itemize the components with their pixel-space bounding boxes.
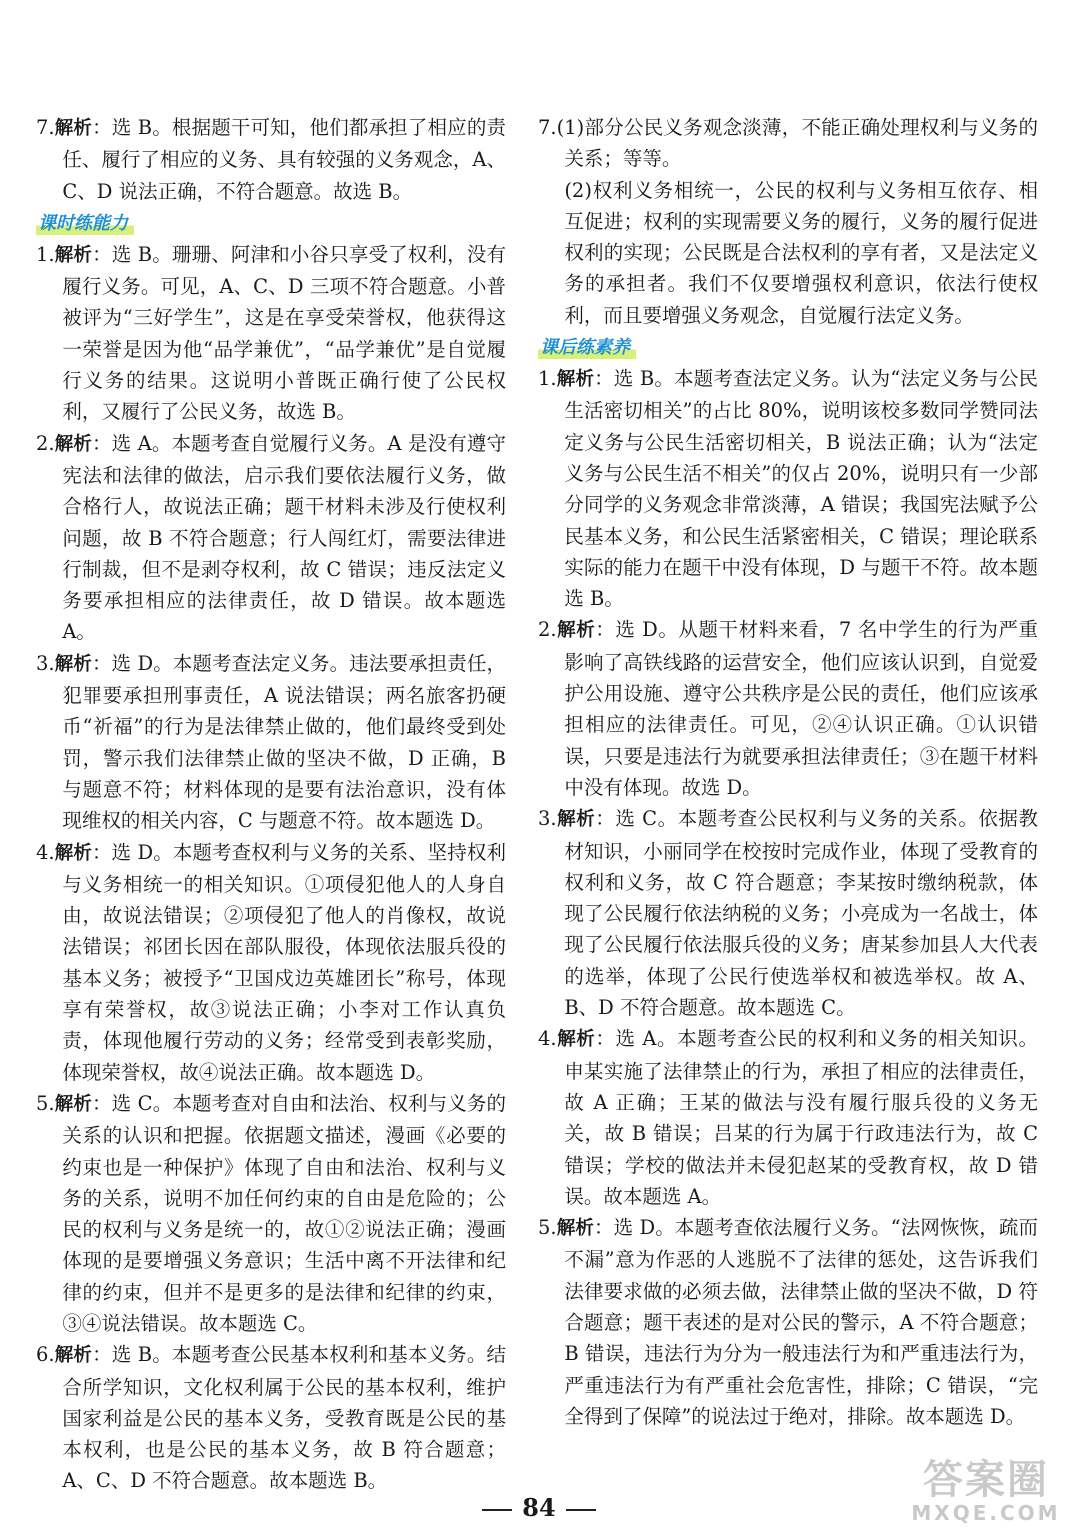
- item-number: 1.: [538, 367, 557, 391]
- answer-subpart: (2)权利义务相统一，公民的权利与义务相互依存、相互促进；权利的实现需要义务的履行，义务的履行促进权利的实现；公民既是合法权利的享有者，又是法定义务的承担者。我们不仅要增强权利意识，依法行使权利，而且要增强义务观念，自觉履行法定义务。: [564, 178, 1038, 327]
- item-number: 3.: [538, 807, 557, 831]
- item-text: ：选 C。本题考查对自由和法治、权利与义务的关系的认识和把握。依据题文描述，漫画《必要的约束也是一种保护》体现了自由和法治、权利与义务的关系，说明不加任何约束的自由是危险的；公民的权利与义务是统一的，故①②说法正确；漫画体现的是要增强义务意识；生活中离不开法律和纪律的约束，但并不是更多的是法律和纪律的约束，③④说法错误。故本题选 C。: [62, 1091, 506, 1335]
- item-number: 2.: [538, 618, 557, 642]
- answer-item: [36, 239, 506, 428]
- item-number: 2.: [36, 431, 55, 455]
- footer-dash: [566, 1509, 596, 1511]
- answer-item: [36, 1339, 506, 1496]
- item-label: 解析: [54, 842, 92, 864]
- item-label: 解析: [556, 369, 595, 391]
- item-label: 解析: [54, 1345, 93, 1367]
- section-title: 课时练能力: [36, 211, 134, 237]
- answer-item: [36, 428, 506, 648]
- item-label: 解析: [54, 653, 92, 675]
- item-label: 解析: [54, 433, 93, 455]
- item-text: ：选 A。本题考查公民的权利和义务的相关知识。申某实施了法律禁止的行为，承担了相应的法律责任，故 A 正确；王某的做法与没有履行服兵役的义务无关，故 B 错误；吕某的行为属于行政违法行为，故 C 错误；学校的做法并未侵犯赵某的受教育权，故 D 错误。故本题选 A。: [564, 1027, 1038, 1208]
- footer-dash: [482, 1509, 512, 1511]
- item-number: 3.: [36, 651, 55, 675]
- item-text: ：选 D。本题考查依法履行义务。“法网恢恢，疏而不漏”意为作恶的人逃脱不了法律的惩处，这告诉我们法律要求做的必须去做，法律禁止做的坚决不做，D 符合题意；题干表述的是对公民的警示，A 不符合题意；B 错误，违法行为分为一般违法行为和严重违法行为，严重违法行为有严重社会危害性，排除；C 错误，“完全得到了保障”的说法过于绝对，排除。故本题选 D。: [564, 1216, 1038, 1428]
- answer-item: [538, 363, 1038, 614]
- item-label: 解析: [54, 118, 93, 139]
- item-number: 5.: [36, 1091, 55, 1115]
- left-column: [36, 112, 506, 1497]
- item-text: ：选 B。本题考查法定义务。认为“法定义务与公民生活密切相关”的占比 80%，说明该校多数同学赞同法定义务与公民生活密切相关，B 说法正确；认为“法定义务与公民生活不相关”的仅占 20%，说明只有一少部分同学的义务观念非常淡薄，A 错误；我国宪法赋予公民基本义务，和公民生活紧密相关，C 错误；理论联系实际的能力在题干中没有体现，D 与题干不符。故本题选 B。: [564, 367, 1038, 611]
- item-number: 1.: [36, 242, 55, 266]
- item-text: ：选 B。珊珊、阿津和小谷只享受了权利，没有履行义务。可见，A、C、D 三项不符合题意。小普被评为“三好学生”，这是在享受荣誉权，他获得这一荣誉是因为他“品学兼优”，“品学兼优”是自觉履行义务的结果。这说明小普既正确行使了公民权利，又履行了公民义务，故选 B。: [62, 242, 506, 424]
- right-column: [538, 112, 1038, 1432]
- item-text: ：选 D。本题考查权利与义务的关系、坚持权利与义务相统一的相关知识。①项侵犯他人的人身自由，故说法错误；②项侵犯了他人的肖像权，故说法错误；祁团长因在部队服役，体现依法服兵役的基本义务；被授予“卫国戍边英雄团长”称号，体现享有荣誉权，故③说法正确；小李对工作认真负责，体现他履行劳动的义务；经常受到表彰奖励，体现荣誉权，故④说法正确。故本题选 D。: [62, 840, 506, 1084]
- watermark-top: 答案圈: [923, 1457, 1049, 1503]
- item-part: (1)部分公民义务观念淡薄，不能正确处理权利与义务的关系；等等。: [556, 116, 1038, 171]
- item-label: 解析: [54, 1093, 93, 1115]
- item-number: 6.: [36, 1343, 55, 1367]
- answer-item: [36, 648, 506, 837]
- answer-item: [36, 1088, 506, 1339]
- item-number: 7.: [538, 116, 557, 139]
- section-title: 课后练素养: [538, 335, 636, 361]
- item-number: 5.: [538, 1216, 557, 1240]
- watermark-logo: [902, 1458, 1070, 1530]
- item-label: 解析: [556, 1029, 596, 1051]
- item-text: ：选 C。本题考查公民权利与义务的关系。依据教材知识，小丽同学在校按时完成作业，体现了受教育的权利和义务，故 C 符合题意；李某按时缴纳税款，体现了公民履行依法纳税的义务；小亮成为一名战士，体现了公民履行依法服兵役的义务；唐某参加县人大代表的选举，体现了公民行使选举权和被选举权。故 A、B、D 不符合题意。故本题选 C。: [564, 807, 1038, 1020]
- item-label: 解析: [556, 809, 596, 831]
- answer-item: [538, 112, 1038, 175]
- item-text: ：选 B。根据题干可知，他们都承担了相应的责任、履行了相应的义务、具有较强的义务观念，A、C、D 说法正确，不符合题意。故选 B。: [62, 116, 506, 203]
- answer-item: [538, 1023, 1038, 1212]
- answer-item: [538, 803, 1038, 1023]
- item-text: ：选 D。从题干材料来看，7 名中学生的行为严重影响了高铁线路的运营安全，他们应该认识到，自觉爱护公用设施、遵守公共秩序是公民的责任，他们应该承担相应的法律责任。可见，②④认识正确。①认识错误，只要是违法行为就要承担法律责任；③在题干材料中没有体现。故选 D。: [564, 618, 1038, 799]
- page-number: 84: [522, 1493, 556, 1522]
- item-label: 解析: [54, 244, 93, 266]
- answer-item: [36, 112, 506, 207]
- answer-item: [538, 614, 1038, 803]
- item-number: 4.: [538, 1027, 557, 1051]
- item-number: 7.: [36, 116, 55, 139]
- item-text: ：选 D。本题考查法定义务。违法要承担责任，犯罪要承担刑事责任，A 说法错误；两名旅客扔硬币“祈福”的行为是法律禁止做的，他们最终受到处罚，警示我们法律禁止做的坚决不做，D 正确，B 与题意不符；材料体现的是要有法治意识，没有体现维权的相关内容，C 与题意不符。故本题选 D。: [62, 651, 506, 833]
- watermark-bottom: MXQE.COM: [911, 1501, 1061, 1525]
- answer-item: [36, 837, 506, 1088]
- item-number: 4.: [36, 840, 55, 864]
- item-text: ：选 B。本题考查公民基本权利和基本义务。结合所学知识，文化权利属于公民的基本权利，维护国家利益是公民的基本义务，受教育既是公民的基本权利，也是公民的基本义务，故 B 符合题意；A、C、D 不符合题意。故本题选 B。: [62, 1343, 506, 1493]
- item-label: 解析: [556, 1218, 594, 1240]
- answer-item: [538, 1212, 1038, 1432]
- item-text: ：选 A。本题考查自觉履行义务。A 是没有遵守宪法和法律的做法，启示我们要依法履行义务，做合格行人，故说法正确；题干材料未涉及行使权利问题，故 B 不符合题意；行人闯红灯，需要法律进行制裁，但不是剥夺权利，故 C 错误；违反法定义务要承担相应的法律责任，故 D 错误。故本题选 A。: [62, 431, 506, 644]
- item-label: 解析: [556, 620, 596, 642]
